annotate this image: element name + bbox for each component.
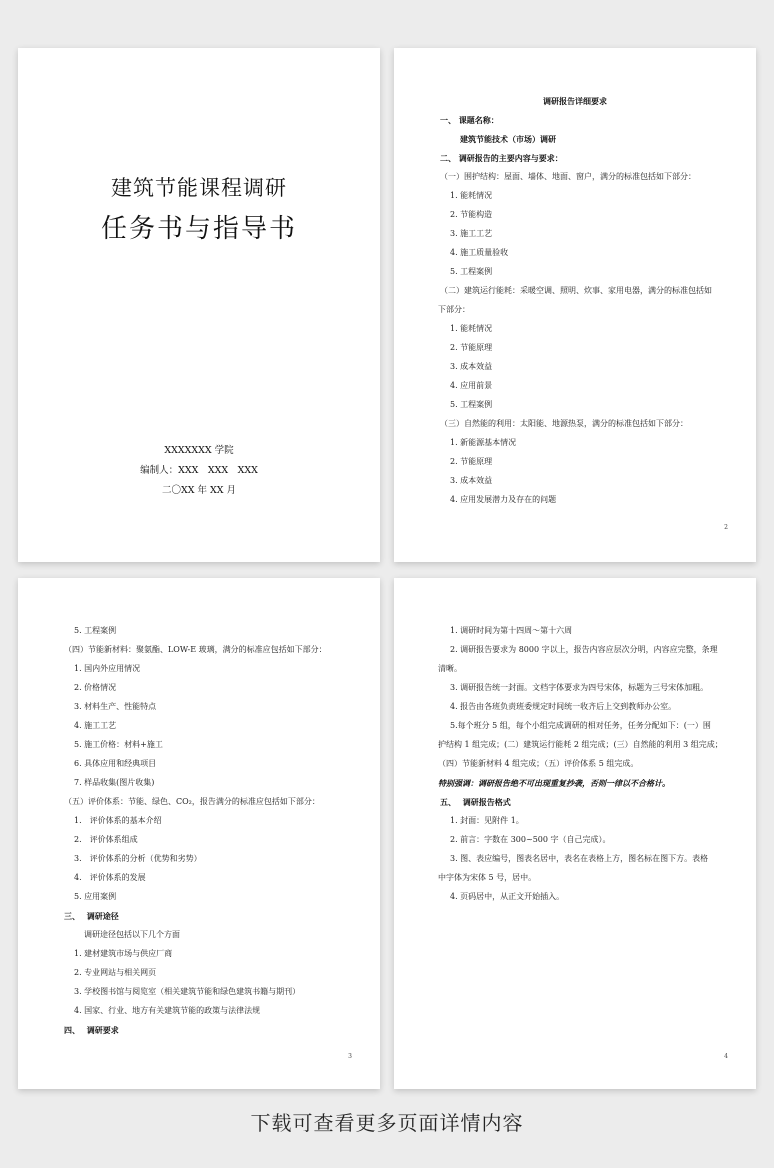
list-item: 3. 图、表应编号，图表名居中，表名在表格上方，图名标在图下方。表格 [450,854,709,863]
section-heading: 四、 调研要求 [64,1025,119,1035]
list-item: 5.每个班分 5 组，每个小组完成调研的相对任务，任务分配如下：(一）围 [450,721,711,730]
list-item: 2. 前言：字数在 300~500 字（自己完成）。 [450,835,611,844]
page-number: 2 [724,524,728,531]
list-item: 3. 材料生产、性能特点 [74,702,157,711]
list-item: 2. 调研报告要求为 8000 字以上，报告内容应层次分明，内容应完整，条理 [450,645,718,654]
paragraph-line: （三）自然能的利用：太阳能、地源热泵，满分的标准包括如下部分： [440,419,688,428]
emphasis-note: 特别强调：调研报告绝不可出现重复抄袭，否则一律以不合格计。 [438,778,670,788]
list-item: 3. 成本效益 [450,362,493,371]
document-page-2 [394,48,756,562]
list-item: 4. 施工质量验收 [450,248,509,257]
list-item: 4. 施工工艺 [74,721,117,730]
list-item: 7. 样品收集(图片收集) [74,778,155,787]
list-item: 5. 工程案例 [74,626,117,635]
list-item: 3. 施工工艺 [450,229,493,238]
paragraph-line: 下部分： [438,305,470,314]
list-item: 4. 应用前景 [450,381,493,390]
document-page-4 [394,578,756,1089]
list-item: 1. 能耗情况 [450,191,493,200]
list-item: 1. 新能源基本情况 [450,438,517,447]
page-number: 4 [724,1053,728,1060]
paragraph-line: （二）建筑运行能耗：采暖空调、照明、炊事、家用电器，满分的标准包括如 [440,286,712,295]
list-item: 2. 专业网站与相关网页 [74,968,157,977]
list-item: 1. 封面：见附件 1。 [450,816,524,825]
list-item: 4. 评价体系的发展 [74,873,146,882]
section-heading: 一、 课题名称： [440,115,499,125]
section-heading: 二、 调研报告的主要内容与要求： [440,153,563,163]
list-item: 1. 能耗情况 [450,324,493,333]
list-item: 2. 评价体系组成 [74,835,138,844]
paragraph-line: 护结构 1 组完成；(二）建筑运行能耗 2 组完成；(三）自然能的利用 3 组完成； [438,740,723,749]
list-item: 1. 评价体系的基本介绍 [74,816,162,825]
list-item: 2. 节能原理 [450,457,493,466]
list-item: 5. 施工价格：材料+施工 [74,740,163,749]
page-heading: 调研报告详细要求 [543,96,607,106]
cover-editors: 编制人：XXX XXX XXX [140,465,258,476]
list-item: 3. 评价体系的分析（优势和劣势） [74,854,202,863]
cover-page [18,48,380,562]
cover-title-line2: 任务书与指导书 [100,214,297,244]
paragraph-line: （四）节能新材料：聚氨酯、LOW-E 玻璃，满分的标准应包括如下部分： [64,645,327,654]
list-item: 3. 成本效益 [450,476,493,485]
cover-school: XXXXXXX 学院 [164,445,234,456]
cover-title-line1: 建筑节能课程调研 [111,176,287,200]
document-page-3 [18,578,380,1089]
list-item: 2. 价格情况 [74,683,117,692]
list-item: 2. 节能构造 [450,210,493,219]
page-number: 3 [348,1053,352,1060]
list-item: 3. 学校图书馆与阅览室（相关建筑节能和绿色建筑书籍与期刊） [74,987,301,996]
list-item: 3. 调研报告统一封面。文档字体要求为四号宋体，标题为三号宋体加粗。 [450,683,709,692]
paragraph-line: （四）节能新材料 4 组完成；（五）评价体系 5 组完成。 [438,759,639,768]
list-item: 1. 国内外应用情况 [74,664,141,673]
list-item: 5. 工程案例 [450,267,493,276]
list-item: 4. 应用发展潜力及存在的问题 [450,495,557,504]
section-heading: 三、 调研途径 [64,911,119,921]
paragraph-line: 调研途径包括以下几个方面 [84,930,180,939]
list-item: 4. 页码居中，从正文开始插入。 [450,892,565,901]
paragraph-line: （五）评价体系：节能、绿色、CO₂，报告满分的标准应包括如下部分： [64,797,320,806]
list-item: 2. 节能原理 [450,343,493,352]
list-item: 5. 应用案例 [74,892,117,901]
list-item: 6. 具体应用和经典项目 [74,759,157,768]
topic-name: 建筑节能技术（市场）调研 [460,134,556,144]
cover-date: 二〇XX 年 XX 月 [161,485,237,496]
list-item: 5. 工程案例 [450,400,493,409]
download-prompt-text: 下载可查看更多页面详情内容 [250,1111,524,1135]
section-heading: 五、 调研报告格式 [440,797,511,807]
paragraph-line: （一）围护结构：屋面、墙体、地面、窗户，满分的标准包括如下部分： [440,172,696,181]
list-item: 1. 建材建筑市场与供应厂商 [74,949,173,958]
list-item: 4. 报告由各班负责班委规定时间统一收齐后上交到教师办公室。 [450,702,677,711]
list-item: 4. 国家、行业、地方有关建筑节能的政策与法律法规 [74,1006,261,1015]
paragraph-line: 中字体为宋体 5 号，居中。 [438,873,537,882]
paragraph-line: 清晰。 [438,664,462,673]
list-item: 1. 调研时间为第十四周～第十六周 [450,626,573,635]
